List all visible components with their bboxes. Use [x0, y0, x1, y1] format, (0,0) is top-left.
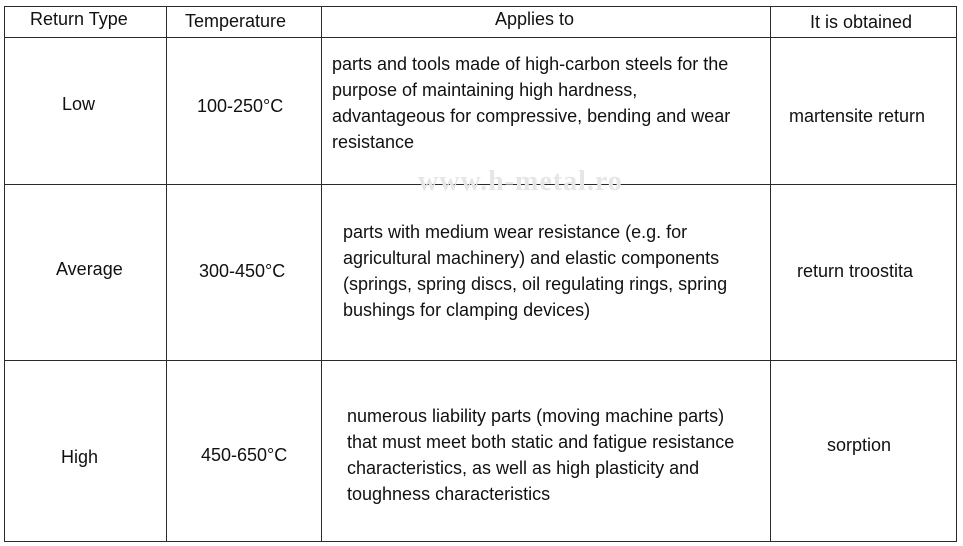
row-high-obtained: sorption: [827, 435, 892, 455]
header-applies-to: Applies to: [495, 9, 575, 29]
row-divider: [5, 360, 956, 361]
header-temperature: Temperature: [185, 11, 287, 31]
row-high-type: High: [61, 447, 99, 467]
row-average-temperature: 300-450°C: [199, 261, 286, 281]
row-low-applies: parts and tools made of high-carbon steels for the purpose of maintaining high hardness, advantageous for compressive, bending and wear resistance: [332, 54, 731, 152]
row-low-temperature: 100-250°C: [197, 96, 284, 116]
row-high-temperature: 450-650°C: [201, 445, 288, 465]
row-average-applies: parts with medium wear resistance (e.g. for agricultural machinery) and elastic components (springs, spring discs, oil regulating rings, spring bushings for clamping devices): [343, 222, 728, 320]
row-low-type: Low: [62, 94, 96, 114]
column-divider: [166, 7, 167, 541]
watermark-text: www.h-metal.ro: [418, 166, 623, 197]
row-divider: [5, 184, 956, 185]
row-divider: [5, 37, 956, 38]
row-high-applies: numerous liability parts (moving machine parts) that must meet both static and fatigue resistance characteristics, as well as high plasticity and toughness characteristics: [347, 406, 735, 504]
row-low-obtained: martensite return: [789, 106, 926, 126]
header-obtained: It is obtained: [810, 12, 913, 32]
row-average-obtained: return troostita: [797, 261, 914, 281]
row-average-type: Average: [56, 259, 123, 279]
column-divider: [321, 7, 322, 541]
header-return-type: Return Type: [30, 9, 128, 29]
column-divider: [770, 7, 771, 541]
